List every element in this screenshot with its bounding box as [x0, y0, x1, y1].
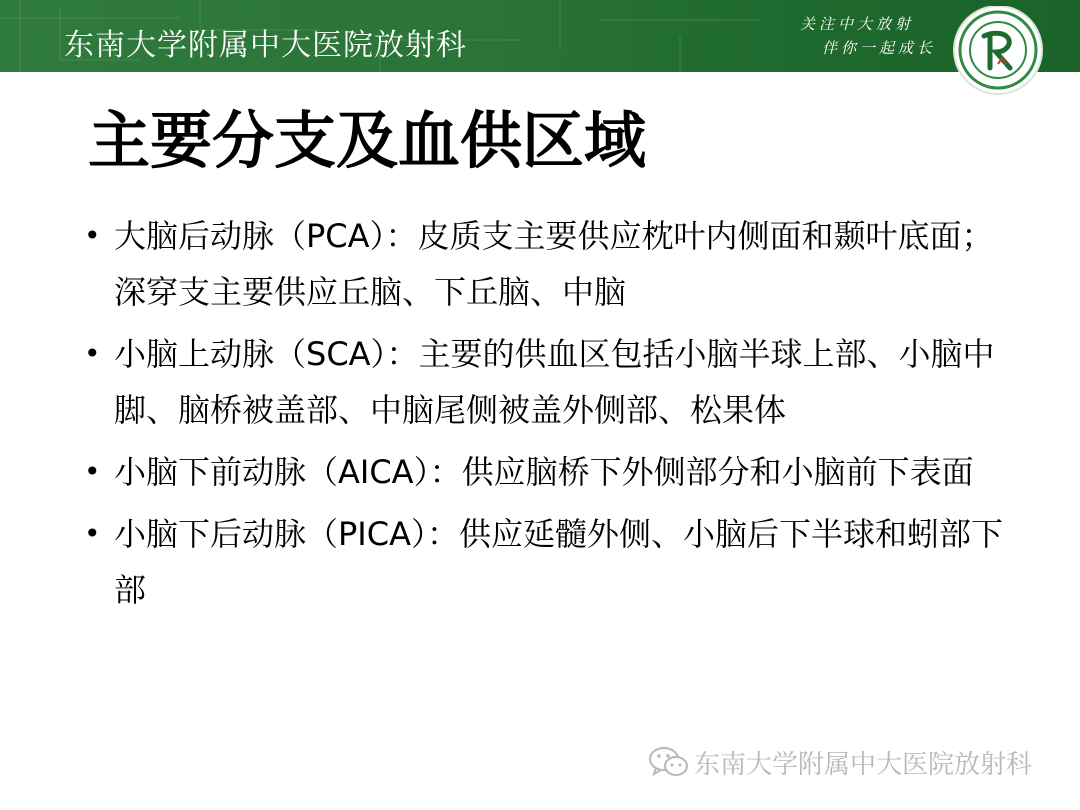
bullet-point-icon: •	[84, 517, 101, 550]
bullet-text: 小脑下后动脉（PICA）：供应延髓外侧、小脑后下半球和蚓部下部	[114, 515, 1003, 609]
bullet-text: 小脑上动脉（SCA）：主要的供血区包括小脑半球上部、小脑中脚、脑桥被盖部、中脑尾侧被盖外侧部、松果体	[114, 335, 995, 429]
header-banner	[0, 0, 1080, 72]
bullet-text: 大脑后动脉（PCA）：皮质支主要供应枕叶内侧面和颞叶底面；深穿支主要供应丘脑、下丘脑、中脑	[114, 217, 994, 311]
bullet-point-icon: •	[84, 219, 101, 252]
bullet-list	[80, 208, 1010, 624]
wechat-icon	[648, 745, 690, 779]
bullet-point-icon: •	[84, 455, 101, 488]
hospital-logo-icon	[950, 6, 1046, 102]
institution-name: 东南大学附属中大医院放射科	[64, 28, 467, 63]
bullet-item-sca	[80, 326, 1010, 438]
slide-title: 主要分支及血供区域	[88, 104, 647, 177]
slogan	[800, 12, 936, 60]
watermark-text: 东南大学附属中大医院放射科	[694, 749, 1033, 780]
bullet-item-pica	[80, 506, 1010, 618]
bullet-point-icon: •	[84, 337, 101, 370]
bullet-item-pca	[80, 208, 1010, 320]
slogan-line-1: 关注中大放射	[800, 15, 915, 33]
watermark	[648, 742, 1032, 782]
bullet-item-aica	[80, 444, 1010, 500]
slogan-line-2: 伴你一起成长	[822, 39, 937, 57]
bullet-text: 小脑下前动脉（AICA）：供应脑桥下外侧部分和小脑前下表面	[114, 453, 974, 491]
